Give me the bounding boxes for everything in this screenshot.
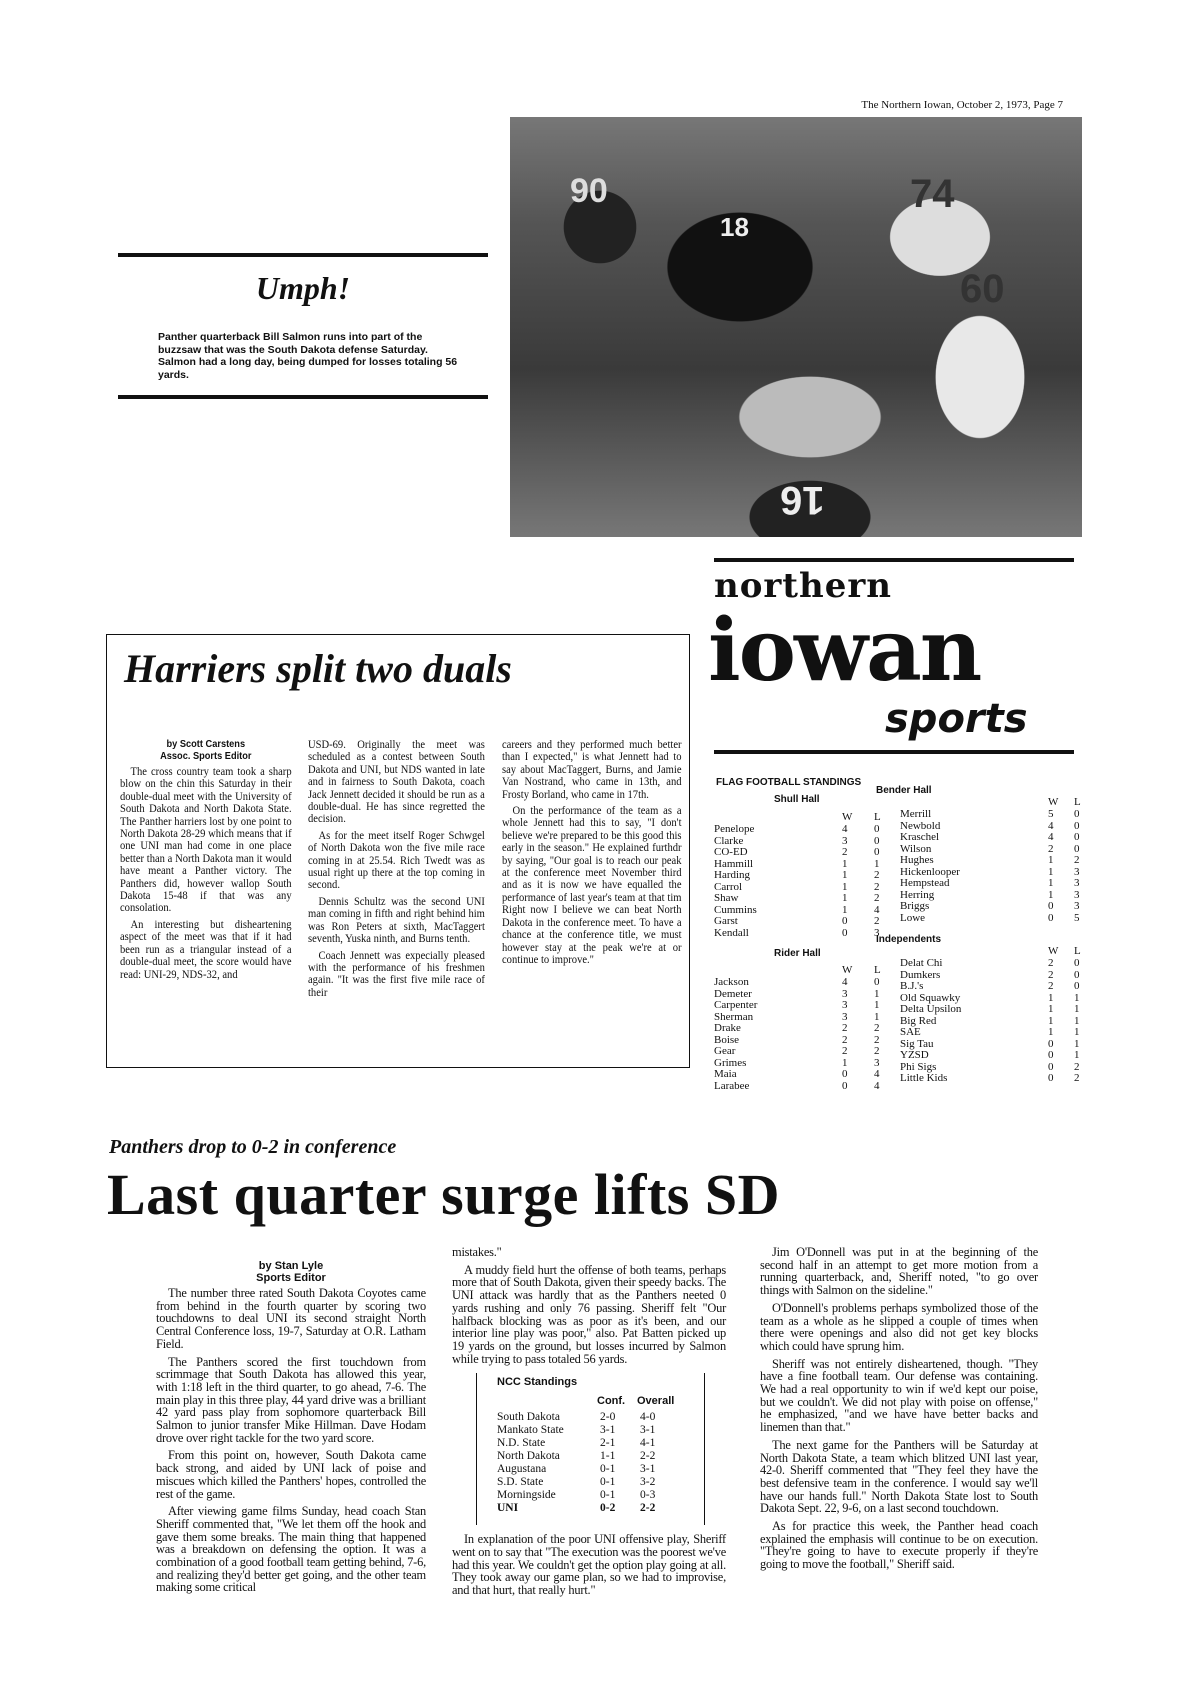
article-column <box>308 738 485 1002</box>
divider <box>118 253 488 257</box>
losses: 3 <box>874 1056 880 1069</box>
column-headers <box>714 797 1080 809</box>
team-name: Lowe <box>900 911 926 924</box>
losses: 0 <box>1074 980 1080 992</box>
team-name: Gear <box>714 1045 736 1057</box>
overall-record: 3-1 <box>640 1463 656 1476</box>
conference-record: 0-1 <box>600 1463 616 1476</box>
losses: 2 <box>1074 854 1080 866</box>
byline <box>156 1260 426 1284</box>
standings-row <box>714 1016 1080 1028</box>
losses: 2 <box>874 1045 880 1057</box>
team-name: Carpenter <box>714 999 758 1011</box>
article-column <box>502 738 682 969</box>
losses: 0 <box>874 976 880 988</box>
team-name: Delat Chi <box>900 957 943 969</box>
wins: 2 <box>842 1045 848 1057</box>
standings-row <box>714 970 1080 982</box>
table-row <box>497 1437 697 1449</box>
wins: 3 <box>842 834 848 847</box>
article-column <box>760 1246 1038 1576</box>
article-column <box>452 1246 726 1602</box>
paragraph: The cross country team took a sharp blow on the chin this Saturday in their double-dual meet with the University of South Dakota and North Dakota State. The Panther harriers lost by one point to North Dakota 28-29 which means that if one UNI man had come in one place better than a North Dakota man it would have meant a Panther victory. The Panthers did, however wallop South Dakota 15-48 if that was any consolation. <box>120 764 292 915</box>
team-name: Augustana <box>497 1463 547 1476</box>
standings-row <box>714 901 1080 913</box>
standings-row <box>714 878 1080 890</box>
group-title: Bender Hall <box>876 785 932 796</box>
losses: 1 <box>874 987 880 1000</box>
flag-football-standings <box>714 770 1080 1090</box>
overall-record: 2-2 <box>640 1450 656 1463</box>
byline-role: Assoc. Sports Editor <box>160 750 252 762</box>
team-name: Garst <box>714 915 738 927</box>
wins: 0 <box>842 926 848 939</box>
team-name: Morningside <box>497 1489 556 1502</box>
l-header: L <box>1074 945 1081 957</box>
losses: 3 <box>1074 865 1080 878</box>
standings-row <box>714 832 1080 844</box>
paragraph: On the performance of the team as a whole Jennett had this to say, "I don't believe we're prepared to be this good this early in the season." He explained furthdr by saying, "Our goal is to reach our peak at the conference meet November third and as it is now we have equalled the performance of last year's team at that tim Right now I believe we can beat North Dakota in the conference meet. To have a chance at the conference title, we must however stay at the peak we're at or continue to improve." <box>502 803 682 966</box>
standings-row <box>714 1027 1080 1039</box>
wins: 4 <box>842 976 848 988</box>
losses: 4 <box>874 1068 880 1080</box>
standings-row <box>714 1062 1080 1074</box>
l-header: L <box>874 811 881 823</box>
header-overall: Overall <box>637 1395 675 1408</box>
team-name: Little Kids <box>900 1072 948 1084</box>
losses: 1 <box>1074 991 1080 1004</box>
paragraph: After viewing game films Sunday, head coach Stan Sheriff commented that, "We let them off the hook and gave them some breaks. The main thing that happened was a breakdown on defensing the option. It was a combination of a good football team getting behind, 7-6, and realizing they'd better get going, and the other team making some critical <box>156 1504 426 1595</box>
paragraph: In explanation of the poor UNI offensive play, Sheriff went on to say that "The execution was the poorest we've had this year. We couldn't get the option play going at all. They took away our game plan, so we had to improvise, and that hurt, that really hurt." <box>452 1532 726 1598</box>
group-title: Shull Hall <box>774 794 820 805</box>
losses: 1 <box>1074 1014 1080 1027</box>
w-header: W <box>1048 796 1059 808</box>
jersey-number: 90 <box>570 172 608 210</box>
conference-record: 0-1 <box>600 1476 616 1489</box>
team-name: Demeter <box>714 987 752 1000</box>
photo-caption: Panther quarterback Bill Salmon runs into part of the buzzsaw that was the South Dakota defense Saturday. Salmon had a long day, being dumped for losses totaling 56 yards. <box>158 331 458 381</box>
wins: 1 <box>1048 888 1054 901</box>
wins: 1 <box>1048 854 1054 866</box>
team-name: Carrol <box>714 880 743 893</box>
conference-record: 0-1 <box>600 1489 616 1502</box>
losses: 1 <box>1074 1003 1080 1015</box>
football-photo <box>510 117 1082 537</box>
wins: 4 <box>842 823 848 835</box>
losses: 0 <box>1074 831 1080 843</box>
wins: 1 <box>1048 865 1054 878</box>
wins: 1 <box>1048 877 1054 889</box>
wins: 0 <box>842 1068 848 1080</box>
team-name: Delta Upsilon <box>900 1003 962 1015</box>
wins: 1 <box>842 857 848 870</box>
standings-row <box>714 809 1080 821</box>
wins: 1 <box>1048 991 1054 1004</box>
jersey-number: 18 <box>720 212 749 242</box>
wins: 1 <box>842 892 848 904</box>
team-name: Shaw <box>714 892 739 904</box>
team-name: Hempstead <box>900 877 950 889</box>
overall-record: 3-1 <box>640 1424 656 1437</box>
standings-row <box>714 821 1080 833</box>
table-row <box>497 1424 697 1436</box>
team-name: Sig Tau <box>900 1037 934 1050</box>
paragraph: mistakes." <box>452 1245 502 1259</box>
losses: 2 <box>874 1033 880 1046</box>
overall-record: 2-2 <box>640 1502 656 1515</box>
conference-record: 0-2 <box>600 1502 616 1515</box>
wins: 5 <box>1048 808 1054 820</box>
losses: 0 <box>1074 842 1080 855</box>
team-name: Penelope <box>714 823 755 835</box>
team-name: B.J.'s <box>900 980 924 992</box>
team-name: Hughes <box>900 854 934 866</box>
paragraph: The number three rated South Dakota Coyotes came from behind in the fourth quarter by scoring two touchdowns to deal UNI its second straight North Central Conference loss, 19-7, Saturday at O.R. Latham Field. <box>156 1286 426 1351</box>
losses: 3 <box>1074 900 1080 912</box>
losses: 1 <box>1074 1026 1080 1038</box>
team-name: Kendall <box>714 926 749 939</box>
losses: 0 <box>1074 819 1080 832</box>
divider <box>714 558 1074 562</box>
team-name: Maia <box>714 1068 737 1080</box>
team-name: Merrill <box>900 808 932 820</box>
standings-row <box>714 993 1080 1005</box>
w-header: W <box>842 964 853 976</box>
team-name: Clarke <box>714 834 744 847</box>
team-name: Boise <box>714 1033 740 1046</box>
losses: 4 <box>874 903 880 916</box>
wins: 1 <box>1048 1026 1054 1038</box>
team-name: Drake <box>714 1022 741 1034</box>
losses: 1 <box>874 857 880 870</box>
table-row <box>497 1476 697 1488</box>
paragraph: O'Donnell's problems perhaps symbolized those of the team as a whole as he slipped a couple of times when there were openings and also did not get key blocks which could have sprung him. <box>760 1300 1038 1353</box>
wins: 1 <box>1048 1003 1054 1015</box>
paragraph: careers and they performed much better than I expected," is what Jennett had to say about MacTaggert, Burns, and Jamie Van Nostrand, who came in 13th, and Frosty Borland, who came in 17th. <box>502 737 682 801</box>
team-name: Old Squawky <box>900 991 961 1004</box>
team-name: Mankato State <box>497 1424 564 1437</box>
wins: 2 <box>842 1022 848 1034</box>
wins: 1 <box>842 1056 848 1069</box>
team-name: Wilson <box>900 842 932 855</box>
column-headers <box>497 1395 697 1407</box>
divider <box>714 750 1074 754</box>
standings-title: FLAG FOOTBALL STANDINGS <box>716 777 862 788</box>
wins: 2 <box>842 846 848 858</box>
group-title: Independents <box>876 934 942 945</box>
wins: 3 <box>842 1010 848 1023</box>
standings-row <box>714 1039 1080 1051</box>
wins: 2 <box>1048 980 1054 992</box>
table-row <box>497 1489 697 1501</box>
paragraph: Coach Jennett was expecially pleased with the performance of his freshmen again. "It was the first five mile race of their <box>308 947 485 999</box>
team-name: Herring <box>900 888 935 901</box>
team-name: Sherman <box>714 1010 754 1023</box>
team-name: S.D. State <box>497 1476 544 1489</box>
team-name: Grimes <box>714 1056 747 1069</box>
wins: 0 <box>1048 911 1054 924</box>
team-name: UNI <box>497 1502 519 1515</box>
masthead-sports: sports <box>885 696 1028 742</box>
wins: 1 <box>1048 1014 1054 1027</box>
table-row <box>497 1411 697 1423</box>
losses: 3 <box>874 926 880 939</box>
column-headers <box>714 946 1080 958</box>
wins: 0 <box>1048 900 1054 912</box>
paragraph: An interesting but disheartening aspect of the meet was that if it had been run as a triangular instead of a double-dual meet, the score would have read: UNI-29, NDS-32, and <box>120 916 292 981</box>
table-row <box>497 1450 697 1462</box>
l-header: L <box>874 964 881 976</box>
wins: 0 <box>842 915 848 927</box>
byline-role: Sports Editor <box>256 1272 326 1284</box>
team-name: YZSD <box>900 1049 929 1061</box>
byline-name: by Scott Carstens <box>166 738 246 750</box>
standings-row <box>714 981 1080 993</box>
paragraph: Jim O'Donnell was put in at the beginning of the second half in an attempt to get more motion from a running quarterback, and, Sheriff noted, "to go over things with Salmon on the sideline." <box>760 1245 1038 1298</box>
losses: 5 <box>1074 911 1080 924</box>
wins: 2 <box>1048 957 1054 969</box>
conference-record: 2-0 <box>600 1411 616 1424</box>
standings-row <box>714 855 1080 867</box>
losses: 0 <box>874 834 880 847</box>
header-conf: Conf. <box>597 1395 626 1408</box>
team-name: Dumkers <box>900 968 941 981</box>
conference-record: 3-1 <box>600 1424 616 1437</box>
team-name: Phi Sigs <box>900 1060 937 1073</box>
losses: 0 <box>1074 957 1080 969</box>
team-name: Hammill <box>714 857 754 870</box>
table-row <box>497 1502 697 1514</box>
paragraph: Dennis Schultz was the second UNI man coming in fifth and right behind him was Ron Peters at sixth, MacTaggert seventh, Yuska ninth, and Burns tenth. <box>308 893 485 946</box>
losses: 2 <box>1074 1072 1080 1084</box>
w-header: W <box>1048 945 1059 957</box>
team-name: Larabee <box>714 1079 750 1092</box>
team-name: Big Red <box>900 1014 937 1027</box>
byline-name: by Stan Lyle <box>258 1260 324 1272</box>
losses: 2 <box>874 869 880 881</box>
wins: 0 <box>1048 1037 1054 1050</box>
paragraph: As for the meet itself Roger Schwgel of North Dakota won the five mile race coming in at 25.54. Rich Twedt was as usual right up there at the top coming in second. <box>308 827 485 892</box>
wins: 0 <box>1048 1049 1054 1061</box>
overall-record: 3-2 <box>640 1476 656 1489</box>
article-kicker: Panthers drop to 0-2 in conference <box>109 1136 397 1158</box>
photo-title: Umph! <box>255 270 351 306</box>
w-header: W <box>842 811 853 823</box>
article-headline: Harriers split two duals <box>124 646 512 691</box>
wins: 2 <box>842 1033 848 1046</box>
team-name: Briggs <box>900 900 930 912</box>
jersey-number: 60 <box>960 267 1005 311</box>
jersey-number: 16 <box>780 478 825 522</box>
losses: 3 <box>1074 888 1080 901</box>
team-name: CO-ED <box>714 846 748 858</box>
standings-row <box>714 913 1080 925</box>
group-title: Rider Hall <box>774 948 821 959</box>
losses: 1 <box>1074 1049 1080 1061</box>
page-folio: The Northern Iowan, October 2, 1973, Page 7 <box>861 99 1063 111</box>
conference-record: 2-1 <box>600 1437 616 1450</box>
wins: 0 <box>1048 1060 1054 1073</box>
paragraph: The Panthers scored the first touchdown from scrimmage that South Dakota has allowed this year, with 1:18 left in the third quarter, to go ahead, 7-6. The main play in this three play, 44 yard drive was a brilliant 42 yard pass play from sophomore quarterback Bill Salmon to junior transfer Mike Hillman. Dave Hodam drove over right tackle for the two yard score. <box>156 1354 426 1445</box>
table-title: NCC Standings <box>497 1376 578 1389</box>
masthead-iowan: iowan <box>708 600 981 701</box>
byline <box>120 738 292 762</box>
wins: 1 <box>842 880 848 893</box>
paragraph: As for practice this week, the Panther head coach explained the emphasis will continue to be on execution. "They're going to have to execute properly if they're going to move the football," Sheriff said. <box>760 1519 1038 1572</box>
standings-row <box>714 867 1080 879</box>
paragraph: The next game for the Panthers will be Saturday at North Dakota State, a team which blitzed UNI last year, 42-0. Sheriff commented that "They feel they have the best defensive team in the conference. I would say we'll have our hands full." North Dakota State lost to South Dakota Sept. 22, 9-6, on a last second touchdown. <box>760 1437 1038 1516</box>
team-name: South Dakota <box>497 1411 560 1424</box>
standings-row <box>714 1004 1080 1016</box>
wins: 4 <box>1048 831 1054 843</box>
article-headline: Last quarter surge lifts SD <box>107 1162 780 1227</box>
losses: 2 <box>874 880 880 893</box>
divider <box>118 395 488 399</box>
losses: 2 <box>1074 1060 1080 1073</box>
wins: 3 <box>842 999 848 1011</box>
team-name: Newbold <box>900 819 941 832</box>
team-name: Kraschel <box>900 831 940 843</box>
wins: 1 <box>842 869 848 881</box>
table-row <box>497 1463 697 1475</box>
losses: 0 <box>874 823 880 835</box>
losses: 1 <box>1074 1037 1080 1050</box>
wins: 0 <box>1048 1072 1054 1084</box>
losses: 2 <box>874 1022 880 1034</box>
losses: 4 <box>874 1079 880 1092</box>
paragraph: From this point on, however, South Dakota came back strong, and aided by UNI lack of poise and miscues which killed the Panthers' hopes, controlled the rest of the game. <box>156 1448 426 1501</box>
wins: 2 <box>1048 968 1054 981</box>
overall-record: 0-3 <box>640 1489 656 1502</box>
team-name: Jackson <box>714 976 749 988</box>
l-header: L <box>1074 796 1081 808</box>
team-name: SAE <box>900 1026 921 1038</box>
wins: 1 <box>842 903 848 916</box>
standings-row <box>714 1050 1080 1062</box>
standings-row <box>714 958 1080 970</box>
overall-record: 4-1 <box>640 1437 656 1450</box>
paragraph: Sheriff was not entirely disheartened, though. "They have a fine football team. Our defense was containing. We had a real opportunity to win if we'd kept our poise, but we couldn't. We did not play with poise on offense," he emphasized, "and we have have better backs and linemen than that." <box>760 1356 1038 1435</box>
paragraph: A muddy field hurt the offense of both teams, perhaps more that of South Dakota, given their speedy backs. The UNI attack was hardly that as the Panthers neeted 0 yards rushing and only 76 passing. Sheriff felt "Our halfback blocking was as poor as it's been, and our interior line play was poor," also. Pat Batten picked up 19 yards on the ground, but losses incurred by Salmon while trying to pass totaled 56 yards. <box>452 1262 726 1366</box>
overall-record: 4-0 <box>640 1411 656 1424</box>
team-name: Hickenlooper <box>900 865 960 878</box>
standings-row <box>714 1073 1080 1085</box>
team-name: Cummins <box>714 903 757 916</box>
wins: 2 <box>1048 842 1054 855</box>
article-column <box>156 1260 426 1599</box>
paragraph: USD-69. Originally the meet was scheduled as a contest between South Dakota and UNI, but NDS wanted in late and in fairness to South Dakota, coach Jack Jennett decided it should be run as a double-dual. He has since regretted the decision. <box>308 737 485 826</box>
losses: 1 <box>874 1010 880 1023</box>
team-name: Harding <box>714 869 751 881</box>
wins: 0 <box>842 1079 848 1092</box>
standings-row <box>714 890 1080 902</box>
losses: 3 <box>1074 877 1080 889</box>
losses: 2 <box>874 915 880 927</box>
standings-row <box>714 844 1080 856</box>
conference-record: 1-1 <box>600 1450 616 1463</box>
team-name: N.D. State <box>497 1437 546 1450</box>
losses: 0 <box>874 846 880 858</box>
masthead-northern: northern <box>714 566 892 606</box>
team-name: North Dakota <box>497 1450 560 1463</box>
wins: 3 <box>842 987 848 1000</box>
losses: 2 <box>874 892 880 904</box>
losses: 1 <box>874 999 880 1011</box>
wins: 4 <box>1048 819 1054 832</box>
losses: 0 <box>1074 808 1080 820</box>
ncc-standings-table <box>476 1373 705 1525</box>
article-column <box>120 738 292 984</box>
jersey-number: 74 <box>910 172 955 216</box>
losses: 0 <box>1074 968 1080 981</box>
